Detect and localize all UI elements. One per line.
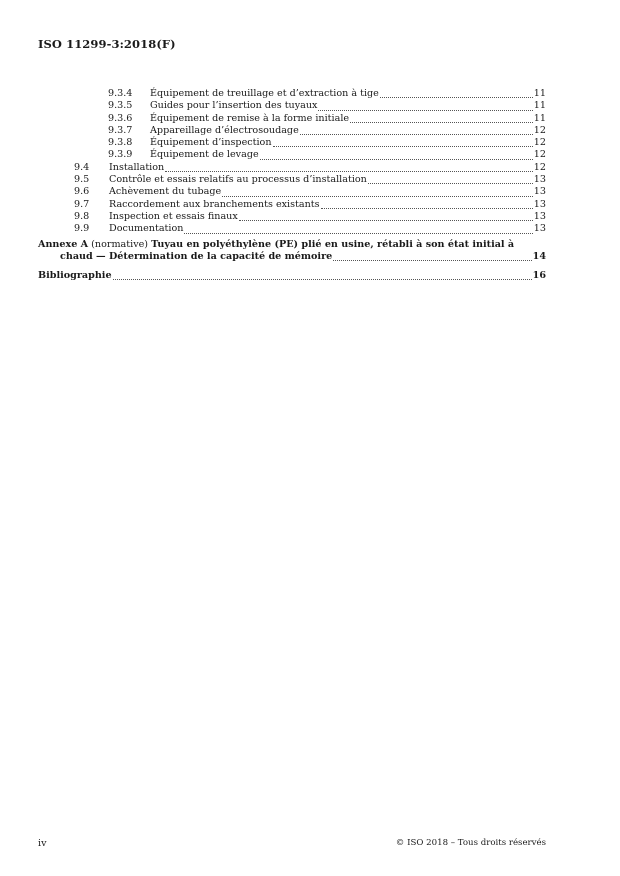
annex-title-part2: chaud — Détermination de la capacité de mémoire [60,250,333,262]
toc-entry[interactable] [38,174,546,186]
toc-entry-page-number: 11 [533,88,546,99]
toc-entry[interactable] [38,125,546,137]
annex-title-part1: Tuyau en polyéthylène (PE) plié en usine, rétabli à son état initial à [151,238,515,250]
leader-dots [300,134,533,135]
toc-entry-number: 9.5 [74,174,90,186]
annex-title-line2 [38,251,546,263]
toc-entry-title: Guides pour l’insertion des tuyaux [150,100,318,112]
toc-entry[interactable] [38,211,546,223]
toc-entry-page-number: 11 [533,112,546,124]
toc-entry-page-number: 13 [533,198,546,210]
toc-entry-number: 9.3.4 [108,88,133,99]
toc-entry-title: Équipement de treuillage et d’extraction à tige [150,88,379,99]
toc-entry-number: 9.6 [74,186,90,198]
leader-dots [239,220,533,221]
toc-entry[interactable] [38,199,546,211]
toc-entry-number: 9.3.8 [108,137,133,149]
toc-entries [38,88,546,236]
leader-dots [260,159,533,160]
leader-dots [380,97,533,98]
leader-dots [321,208,533,209]
toc-entry-title: Équipement de levage [150,149,259,161]
toc-entry[interactable] [38,149,546,161]
toc-entry-number: 9.4 [74,161,90,173]
footer-copyright: © ISO 2018 – Tous droits réservés [395,838,546,848]
toc-entry-page-number: 12 [533,161,546,173]
toc-entry-title: Équipement de remise à la forme initiale [150,112,350,124]
toc-entry-title: Appareillage d’électrosoudage [150,124,299,136]
toc-entry-number: 9.3.9 [108,149,133,161]
toc-entry-number: 9.9 [74,223,90,235]
annex-type: (normative) [91,238,149,250]
toc-entry-number: 9.7 [74,198,90,210]
toc-bibliography-entry[interactable] [38,270,546,282]
leader-dots [165,171,533,172]
toc-entry[interactable] [38,88,546,100]
toc-entry-title: Équipement d’inspection [150,137,272,149]
toc-entry-number: 9.3.5 [108,100,133,112]
leader-dots [273,146,533,147]
toc-entry-title: Raccordement aux branchements existants [109,198,320,210]
table-of-contents [38,88,546,282]
leader-dots [318,110,532,111]
toc-entry-number: 9.8 [74,210,90,222]
toc-entry-page-number: 12 [533,124,546,136]
annex-label: Annexe A [38,238,89,250]
leader-dots [113,279,532,280]
toc-entry-number: 9.3.6 [108,112,133,124]
toc-entry-title: Inspection et essais finaux [109,210,238,222]
toc-entry[interactable] [38,137,546,149]
toc-entry-title: Achèvement du tubage [109,186,222,198]
toc-entry-title: Contrôle et essais relatifs au processus d’installation [109,174,367,186]
leader-dots [333,260,531,261]
leader-dots [350,122,533,123]
toc-entry-title: Installation [109,161,165,173]
toc-entry-number: 9.3.7 [108,124,133,136]
annex-title-line1 [38,239,546,251]
toc-entry[interactable] [38,100,546,112]
leader-dots [368,183,533,184]
toc-entry-page-number: 13 [533,174,546,186]
toc-entry-page-number: 12 [533,137,546,149]
toc-entry-page-number: 13 [533,210,546,222]
toc-entry-title: Documentation [109,223,184,235]
leader-dots [222,196,533,197]
toc-entry-page-number: 13 [533,186,546,198]
toc-entry[interactable] [38,223,546,235]
bibliography-page-number: 16 [532,270,546,282]
footer-page-number: iv [38,838,47,849]
toc-entry-page-number: 11 [533,100,546,112]
toc-entry[interactable] [38,186,546,198]
toc-entry-page-number: 13 [533,223,546,235]
leader-dots [184,233,532,234]
document-id-header: ISO 11299-3:2018(F) [38,37,176,51]
annex-page-number: 14 [532,250,546,262]
toc-annex-entry[interactable] [38,239,546,264]
toc-entry[interactable] [38,113,546,125]
bibliography-title: Bibliographie [38,270,112,282]
toc-entry-page-number: 12 [533,149,546,161]
toc-entry[interactable] [38,162,546,174]
